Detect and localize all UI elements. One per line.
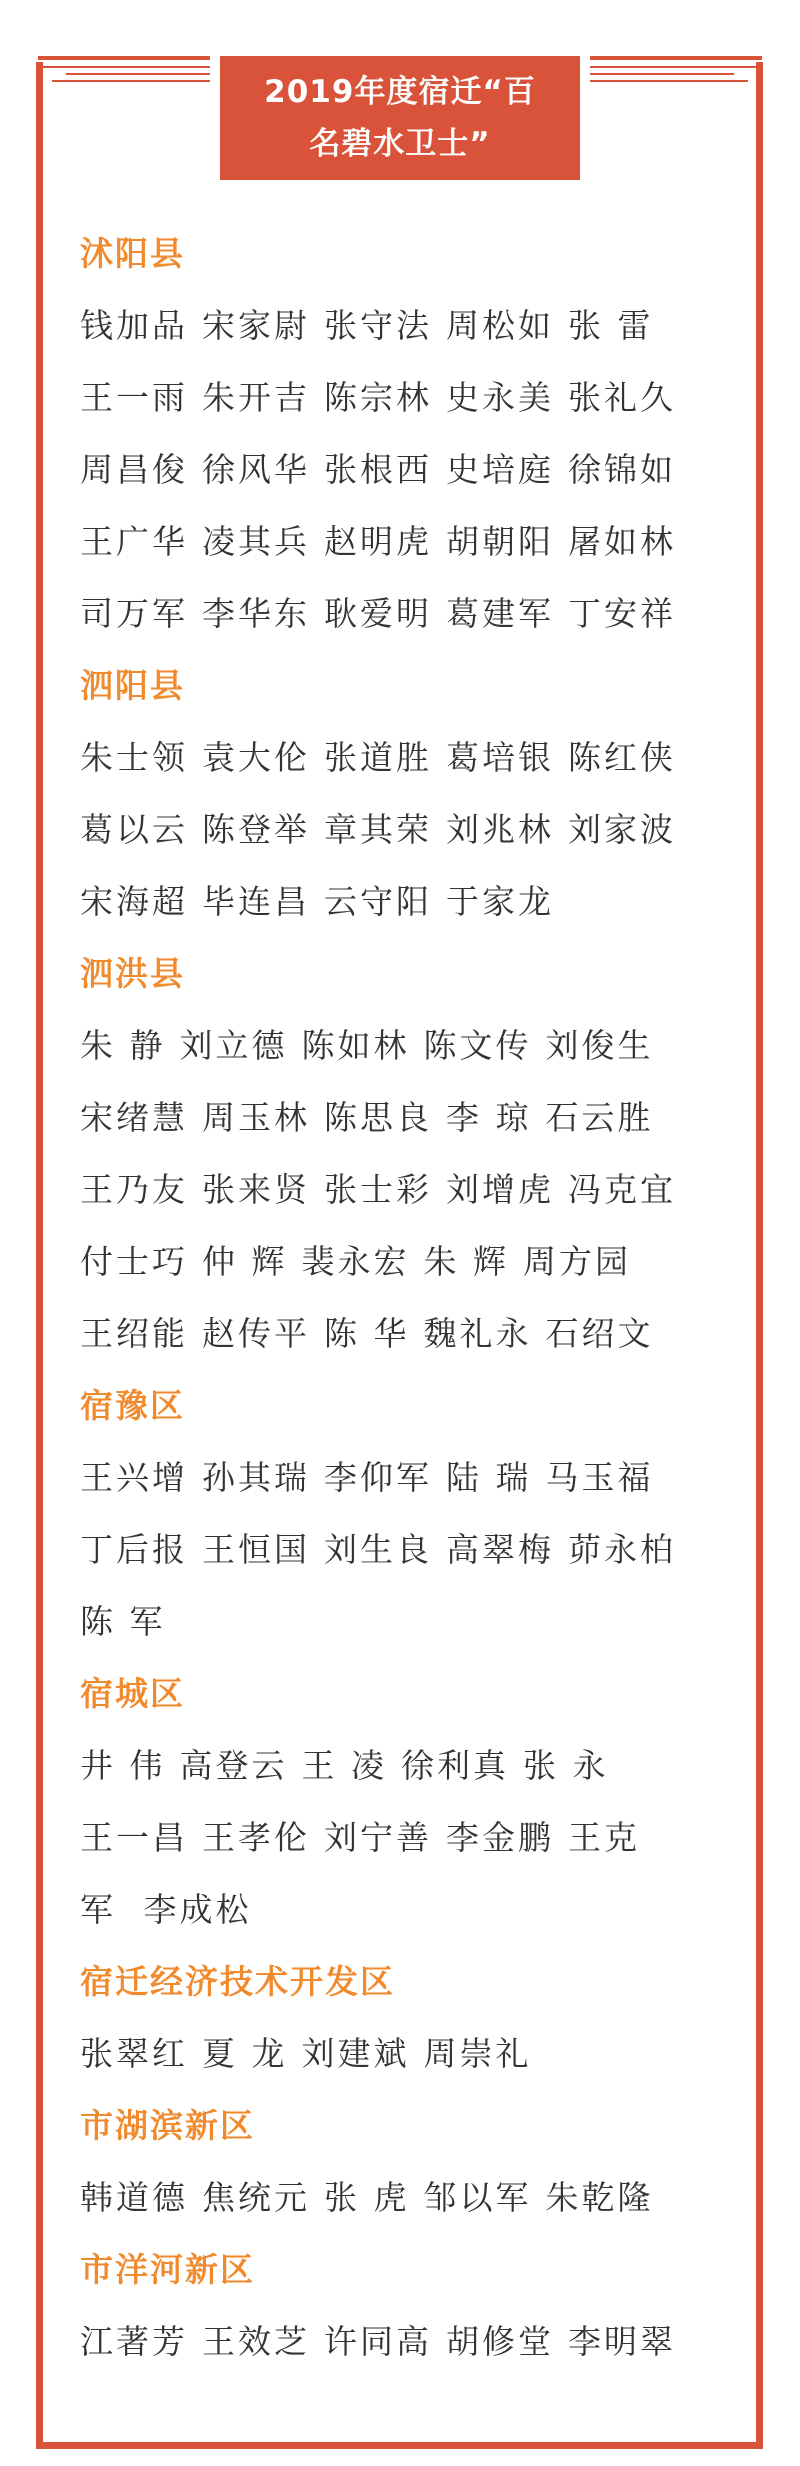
honoree-name: 李华东 — [202, 594, 310, 633]
region-heading: 宿城区 — [80, 1674, 185, 1713]
region-heading: 市湖滨新区 — [80, 2106, 255, 2145]
region-heading: 泗洪县 — [80, 954, 185, 993]
honoree-name: 朱开吉 — [202, 378, 310, 417]
honoree-name: 李明翠 — [568, 2322, 676, 2361]
region-heading: 宿豫区 — [80, 1386, 185, 1425]
honoree-name: 韩道德 — [80, 2178, 188, 2217]
name-row — [80, 578, 740, 650]
honoree-name: 军 — [80, 1890, 130, 1929]
honoree-name: 李仰军 — [324, 1458, 432, 1497]
honoree-name: 陈 军 — [80, 1602, 166, 1641]
honoree-name: 朱 静 — [80, 1026, 166, 1065]
name-row — [80, 1082, 740, 1154]
region-heading: 宿迁经济技术开发区 — [80, 1962, 395, 2001]
honoree-name: 张来贤 — [202, 1170, 310, 1209]
honoree-name: 陈文传 — [423, 1026, 532, 1065]
honoree-name: 刘建斌 — [301, 2034, 410, 2073]
honoree-name: 张 雷 — [568, 306, 654, 345]
honoree-name: 石云胜 — [545, 1098, 654, 1137]
honoree-name: 云守阳 — [324, 882, 432, 921]
region-heading: 泗阳县 — [80, 666, 185, 705]
honoree-name: 陈登举 — [202, 810, 310, 849]
honoree-list — [80, 218, 740, 2378]
honoree-name: 李 琼 — [446, 1098, 532, 1137]
honoree-name: 周崇礼 — [423, 2034, 532, 2073]
honoree-name: 王兴增 — [80, 1458, 188, 1497]
honoree-name: 葛建军 — [446, 594, 554, 633]
honoree-name: 徐利真 — [401, 1746, 509, 1785]
honoree-name: 毕连昌 — [202, 882, 310, 921]
honoree-name: 茆永柏 — [568, 1530, 676, 1569]
honoree-name: 耿爱明 — [324, 594, 432, 633]
name-row — [80, 506, 740, 578]
name-row — [80, 1514, 740, 1586]
honoree-name: 焦统元 — [202, 2178, 310, 2217]
name-row — [80, 2018, 740, 2090]
honoree-name: 赵传平 — [202, 1314, 310, 1353]
honoree-name: 江著芳 — [80, 2322, 188, 2361]
honoree-name: 许同高 — [324, 2322, 432, 2361]
honoree-name: 司万军 — [80, 594, 188, 633]
name-row — [80, 722, 740, 794]
honoree-name: 王绍能 — [80, 1314, 188, 1353]
name-row — [80, 1586, 740, 1658]
honoree-name: 史培庭 — [446, 450, 554, 489]
honoree-name: 魏礼永 — [423, 1314, 532, 1353]
region-heading: 市洋河新区 — [80, 2250, 255, 2289]
title-decoration-left — [38, 56, 210, 120]
honoree-name: 周昌俊 — [80, 450, 188, 489]
honoree-name: 仲 辉 — [202, 1242, 288, 1281]
honoree-name: 刘宁善 — [324, 1818, 432, 1857]
honoree-name: 钱加品 — [80, 306, 188, 345]
page-title: 2019年度宿迁“百名碧水卫士” — [264, 74, 536, 162]
name-row — [80, 290, 740, 362]
honoree-name: 张根西 — [324, 450, 432, 489]
name-row — [80, 2162, 740, 2234]
honoree-name: 张 永 — [523, 1746, 609, 1785]
title-decoration-right — [590, 56, 762, 120]
name-row — [80, 1874, 740, 1946]
honoree-name: 王效芝 — [202, 2322, 310, 2361]
honoree-name: 于家龙 — [446, 882, 554, 921]
honoree-name: 裴永宏 — [301, 1242, 410, 1281]
honoree-name: 陈 华 — [324, 1314, 410, 1353]
honoree-name: 高翠梅 — [446, 1530, 554, 1569]
honoree-name: 马玉福 — [545, 1458, 654, 1497]
name-row — [80, 1154, 740, 1226]
honoree-name: 张士彩 — [324, 1170, 432, 1209]
honoree-name: 王克 — [568, 1818, 640, 1857]
honoree-name: 周玉林 — [202, 1098, 310, 1137]
honoree-name: 周方园 — [523, 1242, 631, 1281]
honoree-name: 胡修堂 — [446, 2322, 554, 2361]
honoree-name: 李金鹏 — [446, 1818, 554, 1857]
honoree-name: 刘增虎 — [446, 1170, 554, 1209]
honoree-name: 刘家波 — [568, 810, 676, 849]
honoree-name: 陈思良 — [324, 1098, 432, 1137]
honoree-name: 周松如 — [446, 306, 554, 345]
honoree-name: 徐锦如 — [568, 450, 676, 489]
honoree-name: 陈红侠 — [568, 738, 676, 777]
honoree-name: 赵明虎 — [324, 522, 432, 561]
name-row — [80, 1298, 740, 1370]
name-row — [80, 1010, 740, 1082]
honoree-name: 王恒国 — [202, 1530, 310, 1569]
name-row — [80, 1226, 740, 1298]
honoree-name: 付士巧 — [80, 1242, 188, 1281]
honoree-name: 冯克宜 — [568, 1170, 676, 1209]
honoree-name: 邹以军 — [423, 2178, 532, 2217]
honoree-name: 凌其兵 — [202, 522, 310, 561]
honoree-name: 袁大伦 — [202, 738, 310, 777]
honoree-name: 张道胜 — [324, 738, 432, 777]
name-row — [80, 2306, 740, 2378]
honoree-name: 张 虎 — [324, 2178, 410, 2217]
name-row — [80, 1802, 740, 1874]
honoree-name: 王乃友 — [80, 1170, 188, 1209]
honoree-name: 丁后报 — [80, 1530, 188, 1569]
honoree-name: 朱士领 — [80, 738, 188, 777]
honoree-name: 王一昌 — [80, 1818, 188, 1857]
honoree-name: 王一雨 — [80, 378, 188, 417]
honoree-name: 葛培银 — [446, 738, 554, 777]
name-row — [80, 434, 740, 506]
honoree-name: 史永美 — [446, 378, 554, 417]
name-row — [80, 1730, 740, 1802]
honoree-name: 王广华 — [80, 522, 188, 561]
honoree-name: 张守法 — [324, 306, 432, 345]
honoree-name: 陈宗林 — [324, 378, 432, 417]
honoree-name: 井 伟 — [80, 1746, 166, 1785]
honoree-name: 宋海超 — [80, 882, 188, 921]
honoree-name: 陆 瑞 — [446, 1458, 532, 1497]
honoree-name: 高登云 — [179, 1746, 288, 1785]
honoree-name: 宋家尉 — [202, 306, 310, 345]
honoree-name: 石绍文 — [545, 1314, 654, 1353]
honoree-name: 刘兆林 — [446, 810, 554, 849]
honoree-name: 李成松 — [143, 1890, 252, 1929]
honoree-name: 葛以云 — [80, 810, 188, 849]
honoree-name: 孙其瑞 — [202, 1458, 310, 1497]
honoree-name: 章其荣 — [324, 810, 432, 849]
honoree-name: 丁安祥 — [568, 594, 676, 633]
honoree-name: 刘生良 — [324, 1530, 432, 1569]
honoree-name: 陈如林 — [301, 1026, 410, 1065]
honoree-name: 胡朝阳 — [446, 522, 554, 561]
honoree-name: 刘俊生 — [545, 1026, 654, 1065]
honoree-name: 张礼久 — [568, 378, 676, 417]
honoree-name: 徐风华 — [202, 450, 310, 489]
region-heading: 沭阳县 — [80, 234, 185, 273]
honoree-name: 屠如林 — [568, 522, 676, 561]
name-row — [80, 1442, 740, 1514]
honoree-name: 王 凌 — [301, 1746, 387, 1785]
name-row — [80, 794, 740, 866]
name-row — [80, 362, 740, 434]
name-row — [80, 866, 740, 938]
title-banner — [220, 56, 580, 180]
honoree-name: 夏 龙 — [202, 2034, 288, 2073]
honoree-name: 王孝伦 — [202, 1818, 310, 1857]
honoree-name: 张翠红 — [80, 2034, 188, 2073]
honoree-name: 刘立德 — [179, 1026, 288, 1065]
honoree-name: 朱乾隆 — [545, 2178, 654, 2217]
honoree-name: 朱 辉 — [423, 1242, 509, 1281]
honoree-name: 宋绪慧 — [80, 1098, 188, 1137]
